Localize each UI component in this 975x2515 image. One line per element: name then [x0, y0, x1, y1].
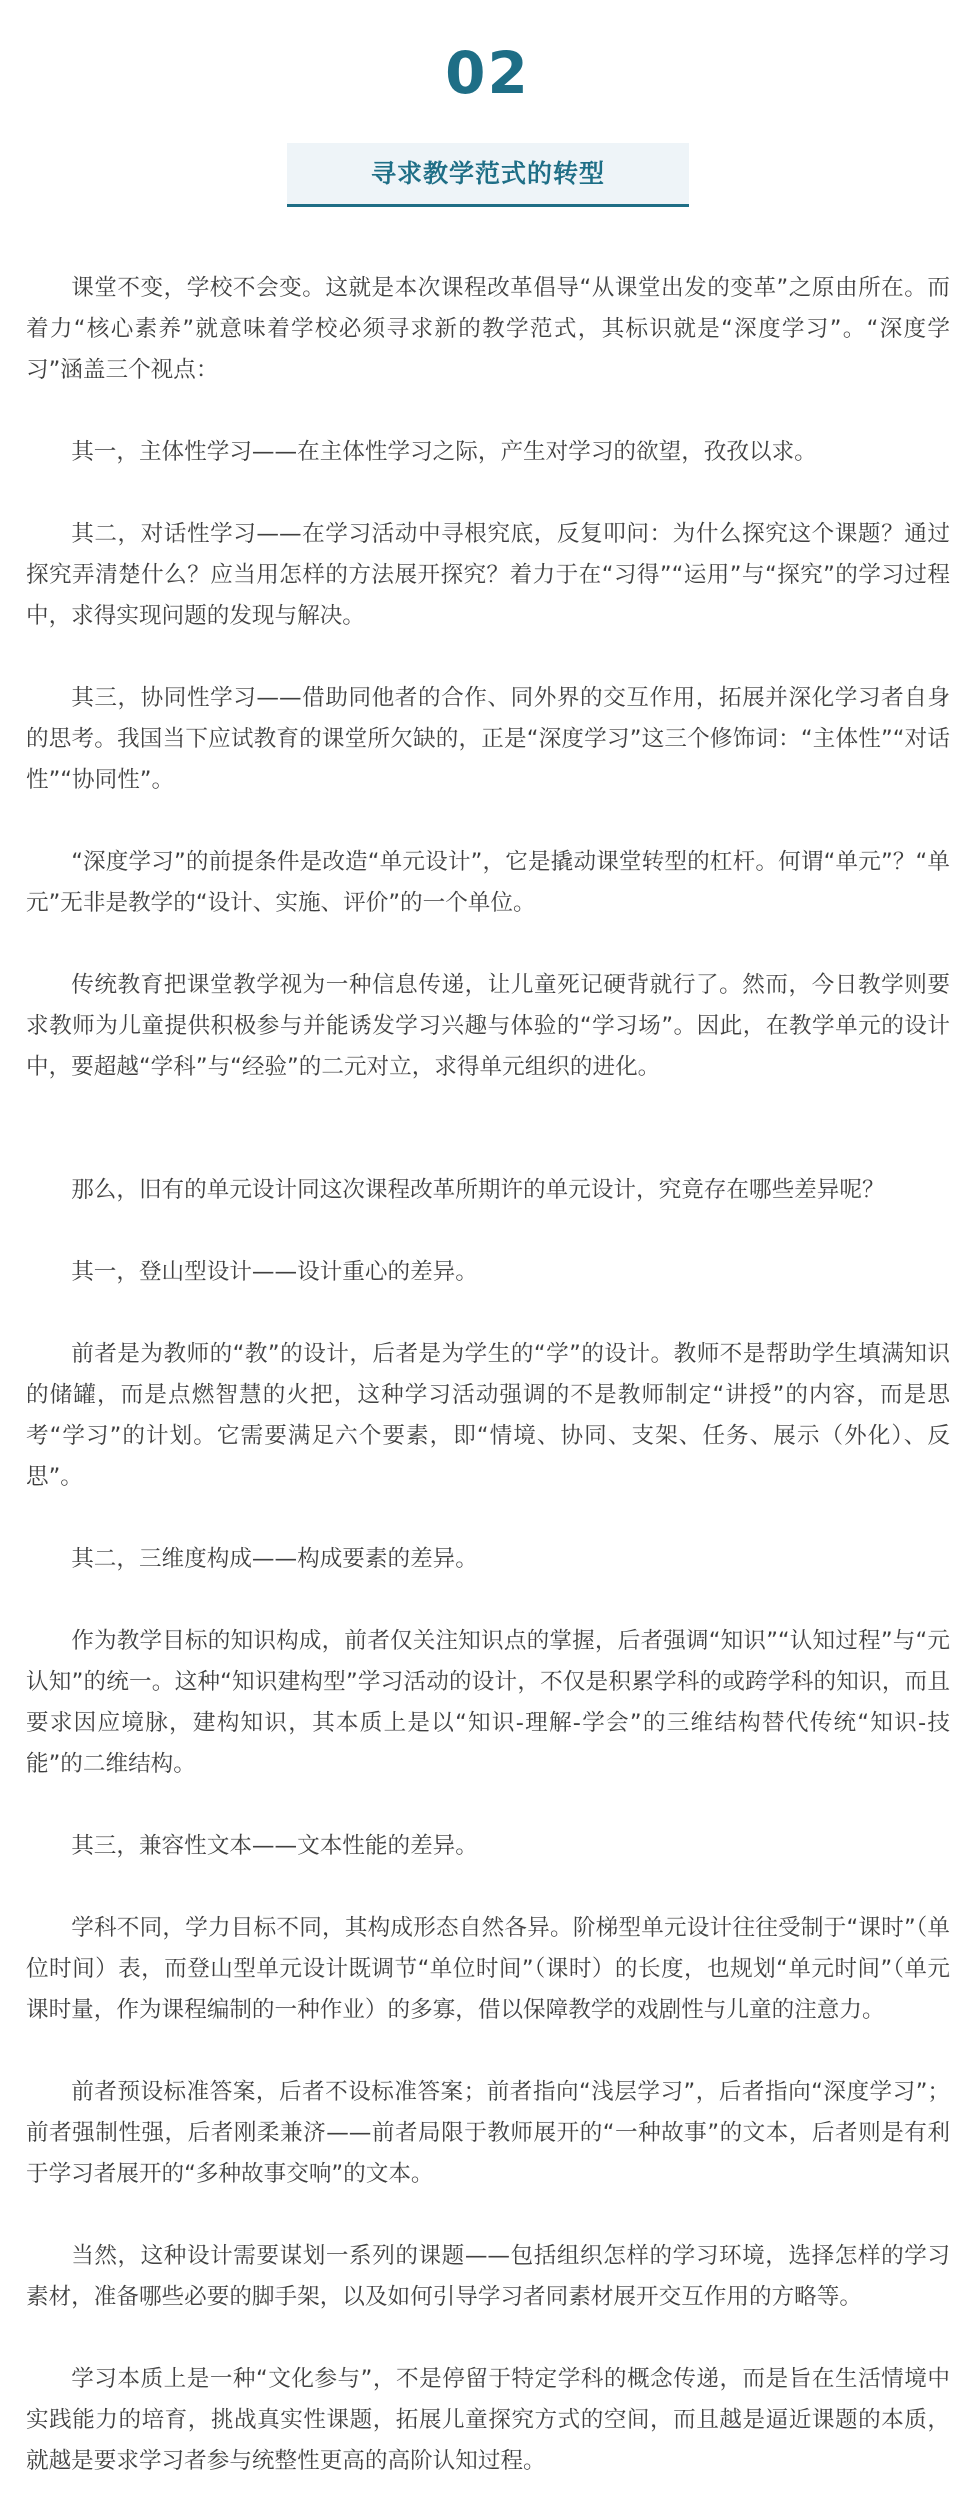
- paragraph: 其三，兼容性文本——文本性能的差异。: [71, 1833, 478, 1859]
- paragraph: 其二，对话性学习——在学习活动中寻根究底，反复叩问：为什么探究这个课题？通过探究弄清楚什么？应当用怎样的方法展开探究？着力于在“习得”“运用”与“探究”的学习过程中，求得实现问题的发现与解决。: [26, 521, 950, 629]
- paragraph-spacer: [26, 1580, 950, 1621]
- paragraph-spacer: [26, 637, 950, 678]
- paragraph-spacer: [26, 473, 950, 514]
- paragraph: “深度学习”的前提条件是改造“单元设计”，它是撬动课堂转型的杠杆。何谓“单元”？“单元”无非是教学的“设计、实施、评价”的一个单位。: [26, 849, 950, 916]
- paragraph: 学习本质上是一种“文化参与”，不是停留于特定学科的概念传递，而是旨在生活情境中实践能力的培育，挑战真实性课题，拓展儿童探究方式的空间，而且越是逼近课题的本质，就越是要求学习者参与统整性更高的高阶认知过程。: [26, 2366, 950, 2474]
- paragraph: 学科不同，学力目标不同，其构成形态自然各异。阶梯型单元设计往往受制于“课时”（单位时间）表，而登山型单元设计既调节“单位时间”（课时）的长度，也规划“单元时间”（单元课时量，作为课程编制的一种作业）的多寡，借以保障教学的戏剧性与儿童的注意力。: [26, 1915, 950, 2023]
- paragraph-spacer: [26, 1785, 950, 1826]
- paragraph: 其一，登山型设计——设计重心的差异。: [71, 1259, 478, 1285]
- paragraph: 课堂不变，学校不会变。这就是本次课程改革倡导“从课堂出发的变革”之原由所在。而着力“核心素养”就意味着学校必须寻求新的教学范式，其标识就是“深度学习”。“深度学习”涵盖三个视点：: [26, 275, 950, 383]
- paragraph-spacer: [26, 1293, 950, 1334]
- paragraph-spacer: [26, 801, 950, 842]
- paragraph-spacer: [26, 2195, 950, 2236]
- paragraph: 传统教育把课堂教学视为一种信息传递，让儿童死记硬背就行了。然而，今日教学则要求教师为儿童提供积极参与并能诱发学习兴趣与体验的“学习场”。因此，在教学单元的设计中，要超越“学科”与“经验”的二元对立，求得单元组织的进化。: [26, 972, 950, 1080]
- paragraph-spacer: [26, 1867, 950, 1908]
- paragraph: 其二，三维度构成——构成要素的差异。: [71, 1546, 478, 1572]
- section-title-box: [287, 143, 689, 207]
- paragraph: 作为教学目标的知识构成，前者仅关注知识点的掌握，后者强调“知识”“认知过程”与“元认知”的统一。这种“知识建构型”学习活动的设计，不仅是积累学科的或跨学科的知识，而且要求因应境脉，建构知识，其本质上是以“知识-理解-学会”的三维结构替代传统“知识-技能”的二维结构。: [26, 1628, 950, 1777]
- paragraph: 其三，协同性学习——借助同他者的合作、同外界的交互作用，拓展并深化学习者自身的思考。我国当下应试教育的课堂所欠缺的，正是“深度学习”这三个修饰词：“主体性”“对话性”“协同性”。: [26, 685, 950, 793]
- article-body: [26, 268, 950, 2482]
- paragraph-spacer: [26, 1211, 950, 1252]
- paragraph: 当然，这种设计需要谋划一系列的课题——包括组织怎样的学习环境，选择怎样的学习素材，准备哪些必要的脚手架，以及如何引导学习者同素材展开交互作用的方略等。: [26, 2243, 950, 2310]
- paragraph-spacer: [26, 924, 950, 965]
- section-number: 02: [445, 39, 530, 107]
- section-title: 寻求教学范式的转型: [370, 159, 605, 188]
- paragraph: 前者是为教师的“教”的设计，后者是为学生的“学”的设计。教师不是帮助学生填满知识的储罐，而是点燃智慧的火把，这种学习活动强调的不是教师制定“讲授”的内容，而是思考“学习”的计划。它需要满足六个要素，即“情境、协同、支架、任务、展示（外化）、反思”。: [26, 1341, 950, 1490]
- paragraph-spacer: [26, 1088, 950, 1170]
- paragraph-spacer: [26, 1498, 950, 1539]
- paragraph-spacer: [26, 2031, 950, 2072]
- paragraph: 前者预设标准答案，后者不设标准答案；前者指向“浅层学习”，后者指向“深度学习”；前者强制性强，后者刚柔兼济——前者局限于教师展开的“一种故事”的文本，后者则是有利于学习者展开的“多种故事交响”的文本。: [26, 2079, 950, 2187]
- paragraph-spacer: [26, 391, 950, 432]
- paragraph: 其一，主体性学习——在主体性学习之际，产生对学习的欲望，孜孜以求。: [71, 439, 817, 465]
- paragraph: 那么，旧有的单元设计同这次课程改革所期许的单元设计，究竟存在哪些差异呢？: [71, 1177, 885, 1203]
- paragraph-spacer: [26, 2318, 950, 2359]
